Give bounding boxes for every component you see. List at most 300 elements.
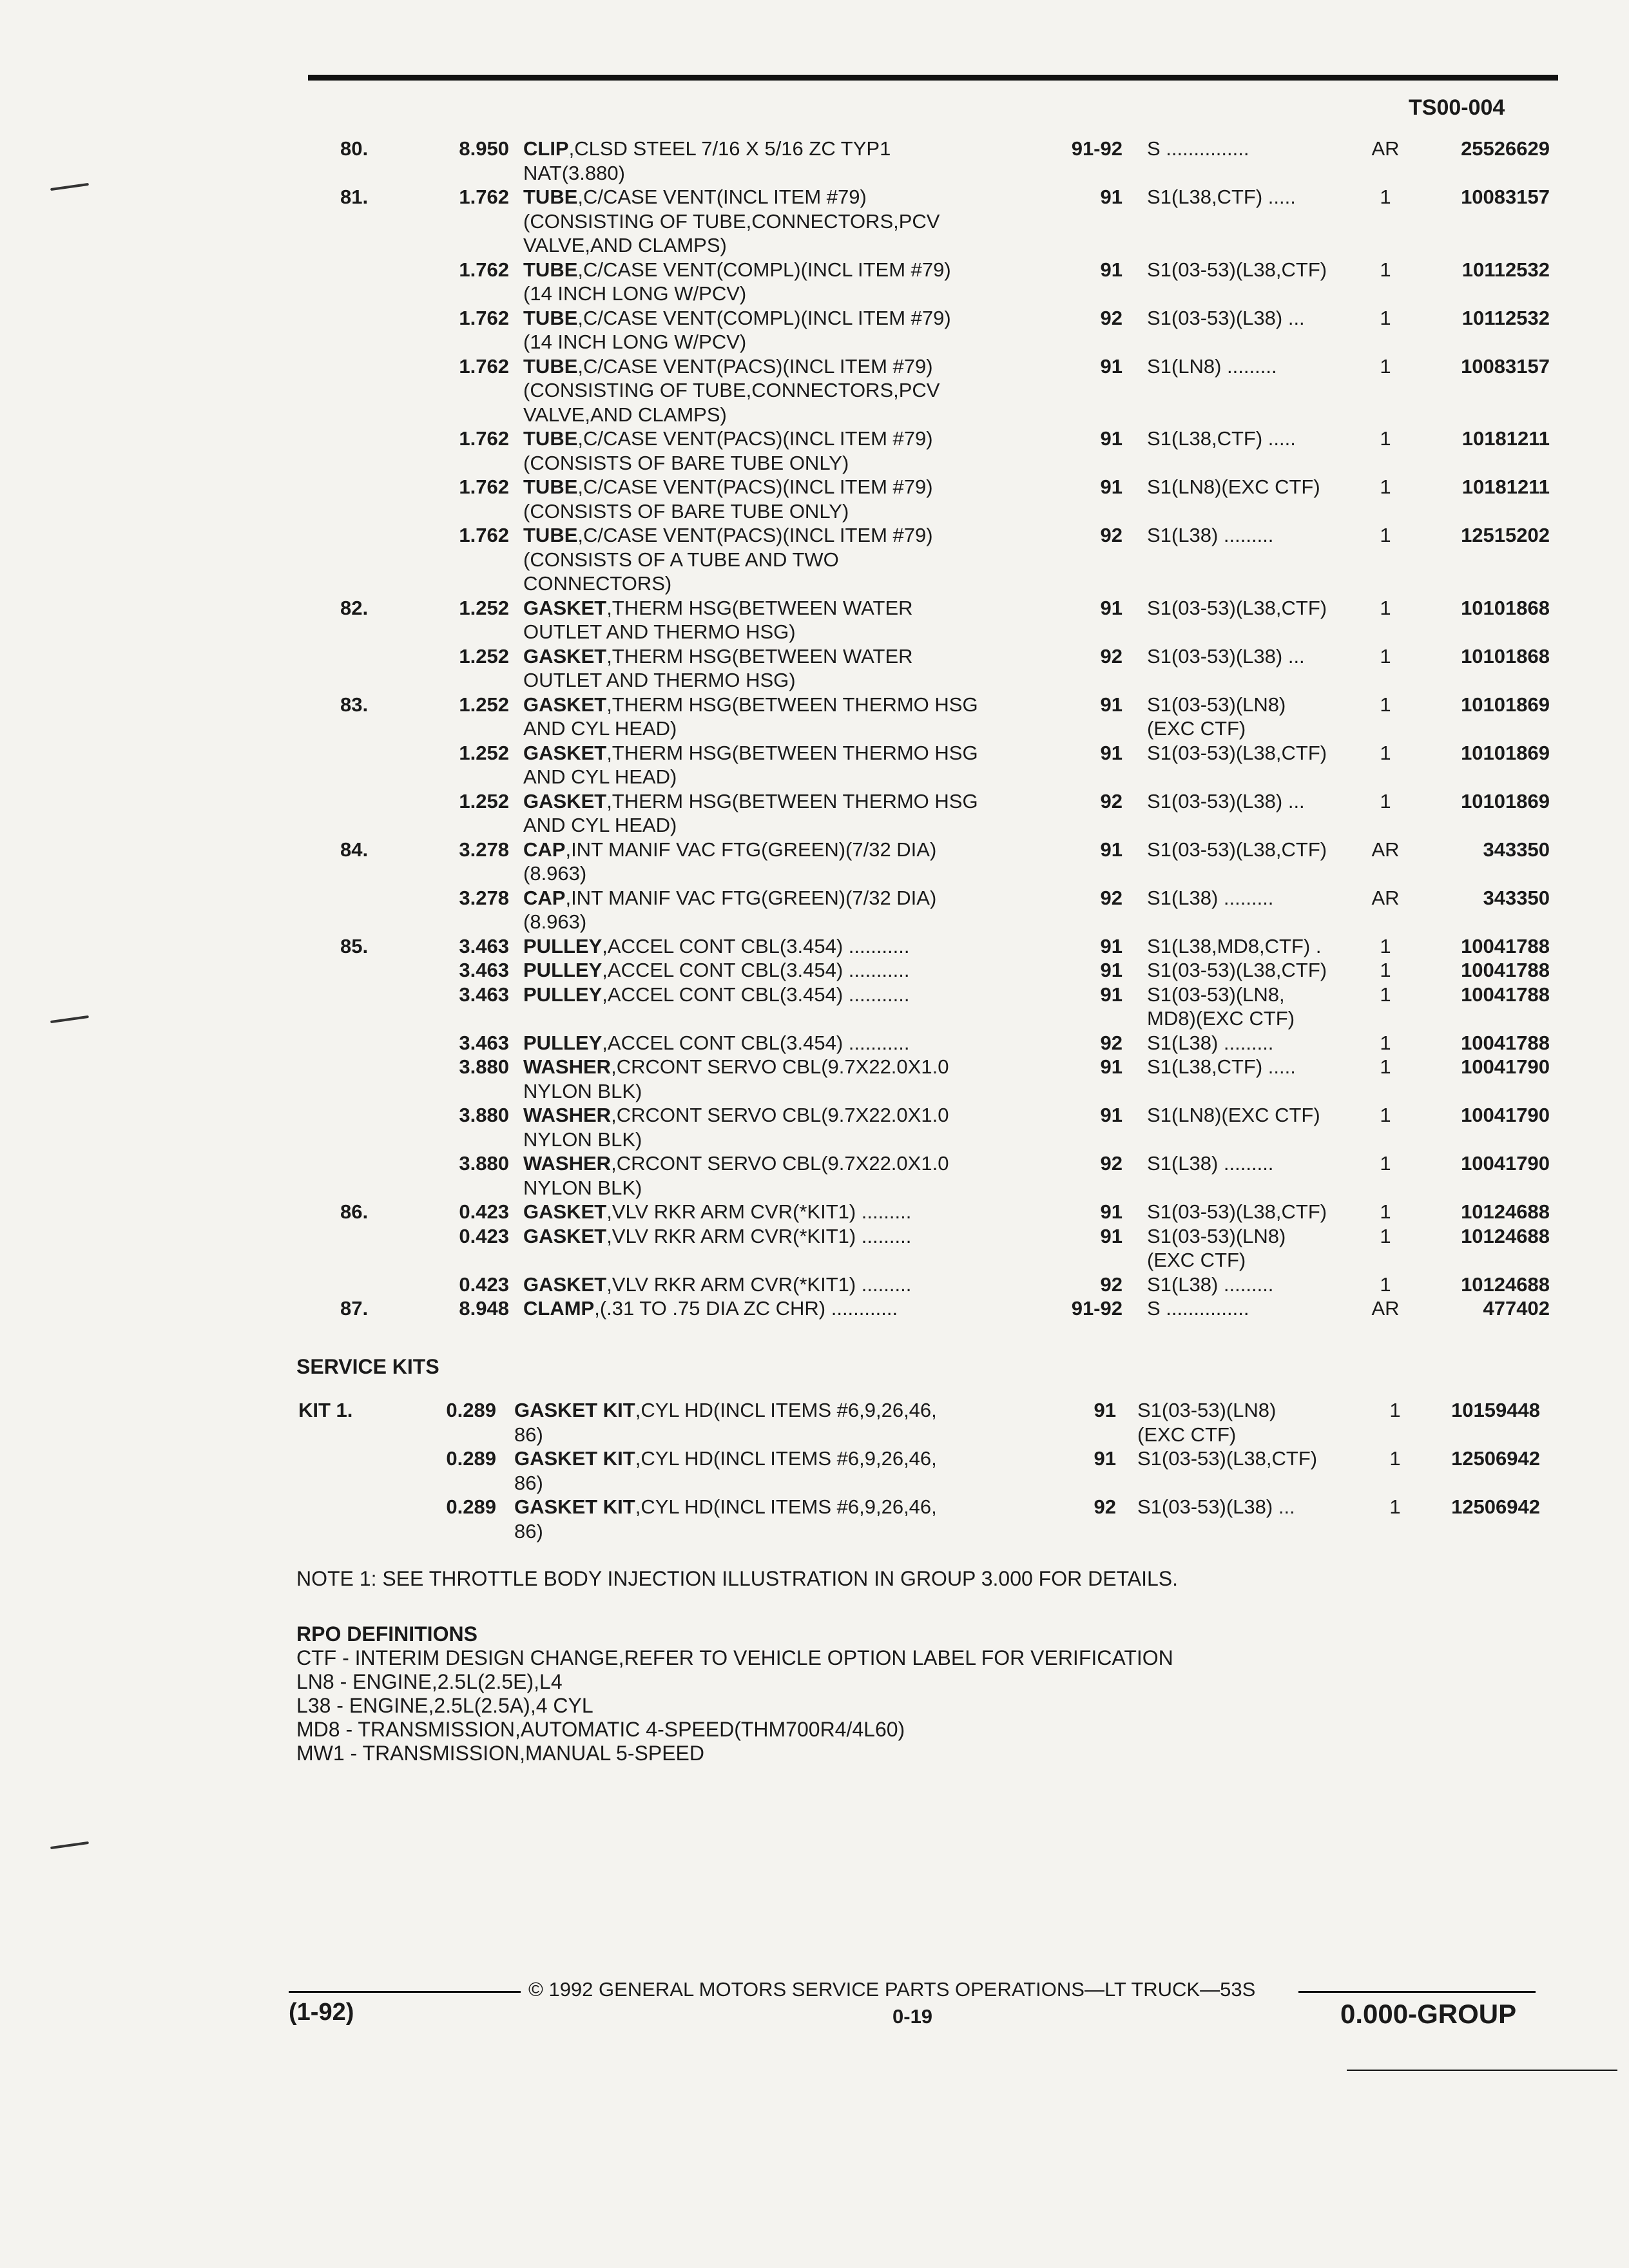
part-row [0,789,1629,813]
description [523,330,746,354]
description [523,813,677,837]
group-number: 3.880 [459,1104,509,1126]
description-text: NYLON BLK) [523,1176,642,1199]
group-number: 0.423 [459,1200,509,1223]
application: S1(03-53)(L38) ... [1147,789,1305,812]
description-text: ,ACCEL CONT CBL(3.454) ........... [602,1031,910,1054]
description [523,572,671,595]
part-number: 10124688 [1461,1273,1550,1296]
part-row [0,1273,1629,1296]
description [523,306,951,330]
quantity: 1 [1380,1273,1391,1296]
part-row [0,741,1629,765]
part-number: 10112532 [1461,258,1550,281]
part-row [0,958,1629,982]
part-row [0,813,1629,837]
application: S1(03-53)(L38) ... [1147,306,1305,329]
quantity: 1 [1380,476,1391,498]
application: S1(03-53)(L38,CTF) [1147,596,1327,619]
group-number: 0.423 [459,1273,509,1296]
quantity: 1 [1389,1447,1401,1470]
footer-copyright: © 1992 GENERAL MOTORS SERVICE PARTS OPERATIONS—LT TRUCK—53S [528,1978,1256,2001]
description-text: 86) [514,1471,543,1494]
document-id: TS00-004 [1409,95,1505,120]
part-row [0,378,1629,402]
part-number: 10181211 [1461,476,1550,498]
service-kits-heading: SERVICE KITS [296,1355,439,1378]
description-text: ,THERM HSG(BETWEEN WATER [606,596,913,619]
description-text: ,C/CASE VENT(COMPL)(INCL ITEM #79) [577,258,951,281]
application: S1(03-53)(LN8) [1137,1399,1277,1421]
quantity: 1 [1380,644,1391,668]
description [523,137,891,160]
description-text: AND CYL HEAD) [523,814,677,836]
description-text: OUTLET AND THERMO HSG) [523,620,796,643]
kit-row [0,1495,1629,1519]
kit-row [0,1423,1629,1446]
description-text: (14 INCH LONG W/PCV) [523,331,747,353]
description [523,1151,949,1175]
part-number: 10041790 [1461,1055,1550,1078]
application: S ............... [1147,1297,1249,1320]
item-number: 84. [340,838,369,861]
description-text: ,THERM HSG(BETWEEN THERMO HSG [606,693,978,716]
model-year: 91 [1100,934,1123,957]
part-name: GASKET [523,1273,607,1296]
part-number: 10041790 [1461,1152,1550,1175]
part-row [0,572,1629,595]
description [523,427,933,450]
description-text: ,ACCEL CONT CBL(3.454) ........... [602,934,910,957]
quantity: AR [1371,886,1400,909]
part-row [0,765,1629,789]
description [523,499,849,523]
application: (EXC CTF) [1147,717,1246,740]
description [523,282,746,305]
application: (EXC CTF) [1147,1249,1246,1271]
part-name: GASKET KIT [514,1399,635,1421]
part-row [0,427,1629,450]
description [514,1446,937,1470]
model-year: 92 [1100,1273,1123,1296]
model-year: 91 [1100,983,1123,1006]
part-row [0,886,1629,910]
model-year: 91 [1100,693,1123,716]
group-number: 3.463 [459,1031,509,1054]
part-name: CAP [523,838,566,861]
description-text: ,THERM HSG(BETWEEN WATER [606,644,913,668]
group-number: 1.252 [459,596,509,619]
description [523,185,867,209]
part-name: CLAMP [523,1297,595,1320]
description-text: AND CYL HEAD) [523,717,677,740]
description [523,861,586,885]
part-row [0,523,1629,547]
application: S1(LN8) ......... [1147,354,1277,378]
part-name: CAP [523,886,566,909]
application: S1(03-53)(LN8) [1147,693,1286,716]
description [514,1398,937,1422]
rpo-definition: LN8 - ENGINE,2.5L(2.5E),L4 [296,1670,563,1693]
part-number: 10101869 [1461,741,1550,764]
quantity: 1 [1380,1031,1391,1054]
description [523,523,933,547]
part-number: 10101868 [1461,644,1550,668]
part-number: 10124688 [1461,1224,1550,1247]
part-name: GASKET KIT [514,1447,635,1470]
part-number: 10181211 [1461,427,1550,450]
part-number: 10041790 [1461,1104,1550,1126]
quantity: 1 [1380,1152,1391,1175]
application: S1(03-53)(L38,CTF) [1137,1447,1318,1470]
description-text: ,INT MANIF VAC FTG(GREEN)(7/32 DIA) [565,838,937,861]
part-number: 10101869 [1461,789,1550,812]
model-year: 92 [1100,1152,1123,1175]
application: S1(L38,CTF) ..... [1147,427,1296,450]
description-text: AND CYL HEAD) [523,765,677,788]
description-text: ,INT MANIF VAC FTG(GREEN)(7/32 DIA) [565,886,937,909]
group-number: 3.463 [459,983,509,1006]
description [523,620,796,644]
part-name: TUBE [523,476,578,498]
description [514,1519,543,1543]
quantity: 1 [1380,934,1391,957]
description [523,1103,949,1127]
application: S1(L38,CTF) ..... [1147,186,1296,208]
item-number: 82. [340,596,369,619]
group-number: 8.948 [459,1297,509,1320]
item-number: 81. [340,186,369,208]
item-number: 86. [340,1200,369,1223]
footer-group: 0.000-GROUP [1340,1999,1517,2029]
part-name: GASKET [523,789,607,812]
description [523,886,936,910]
description [523,693,978,716]
description-text: 86) [514,1519,543,1542]
group-number: 0.423 [459,1224,509,1247]
description [523,451,849,475]
description-text: 86) [514,1423,543,1446]
group-number: 0.289 [446,1399,496,1421]
quantity: AR [1371,137,1400,160]
part-row [0,185,1629,209]
model-year: 91 [1100,959,1123,981]
description-text: (CONSISTS OF BARE TUBE ONLY) [523,499,849,523]
part-name: TUBE [523,427,578,450]
model-year: 91 [1100,1055,1123,1078]
part-name: GASKET [523,1224,607,1247]
part-row [0,499,1629,523]
application: S1(L38) ......... [1147,886,1274,909]
description-text: ,CYL HD(INCL ITEMS #6,9,26,46, [635,1399,937,1421]
part-name: GASKET [523,1200,607,1223]
top-rule [308,75,1558,81]
application: MD8)(EXC CTF) [1147,1007,1295,1030]
model-year: 91 [1094,1447,1116,1470]
part-name: WASHER [523,1055,612,1078]
rpo-definition: MD8 - TRANSMISSION,AUTOMATIC 4-SPEED(THM700R4/4L60) [296,1718,905,1741]
description-text: (8.963) [523,862,587,885]
description [523,596,913,620]
item-number: 83. [340,693,369,716]
kit-row [0,1398,1629,1422]
quantity: 1 [1380,258,1391,281]
model-year: 91 [1100,476,1123,498]
group-number: 0.289 [446,1447,496,1470]
description [523,983,910,1006]
quantity: 1 [1380,186,1391,208]
description-text: ,THERM HSG(BETWEEN THERMO HSG [606,741,978,764]
group-number: 1.252 [459,644,509,668]
part-name: TUBE [523,306,578,329]
description-text: ,CRCONT SERVO CBL(9.7X22.0X1.0 [611,1104,949,1126]
part-name: GASKET KIT [514,1495,635,1518]
item-number: 85. [340,934,369,957]
description-text: (8.963) [523,910,587,933]
application: S ............... [1147,137,1249,160]
part-row [0,1103,1629,1127]
application: S1(03-53)(L38,CTF) [1147,959,1327,981]
part-name: CLIP [523,137,569,160]
part-name: WASHER [523,1152,612,1175]
quantity: 1 [1380,1055,1391,1078]
part-row [0,354,1629,378]
application: S1(L38,MD8,CTF) . [1147,934,1322,957]
part-row [0,209,1629,233]
description-text: ,(.31 TO .75 DIA ZC CHR) ............ [594,1297,898,1320]
description-text: ,C/CASE VENT(PACS)(INCL ITEM #79) [577,524,933,546]
part-row [0,137,1629,160]
group-number: 3.278 [459,886,509,909]
part-row [0,1031,1629,1055]
group-number: 1.762 [459,354,509,378]
description [523,161,625,185]
application: S1(03-53)(L38) ... [1147,644,1305,668]
footer-date: (1-92) [289,1999,354,2026]
application: S1(03-53)(LN8) [1147,1224,1286,1247]
part-row [0,620,1629,644]
part-name: TUBE [523,258,578,281]
part-row [0,161,1629,185]
application: S1(LN8)(EXC CTF) [1147,1104,1320,1126]
part-number: 10101869 [1461,693,1550,716]
part-row [0,644,1629,668]
quantity: 1 [1380,524,1391,546]
part-row [0,1248,1629,1272]
quantity: 1 [1380,789,1391,812]
group-number: 3.880 [459,1055,509,1078]
description-text: OUTLET AND THERMO HSG) [523,669,796,691]
description [523,1055,949,1079]
group-number: 1.762 [459,258,509,281]
quantity: 1 [1380,427,1391,450]
description [523,668,796,692]
quantity: 1 [1380,596,1391,619]
part-number: 10083157 [1461,354,1550,378]
model-year: 91 [1100,741,1123,764]
description [523,838,936,861]
part-number: 10041788 [1461,959,1550,981]
part-row [0,1055,1629,1079]
group-number: 8.950 [459,137,509,160]
part-row [0,838,1629,861]
part-name: TUBE [523,524,578,546]
quantity: 1 [1380,741,1391,764]
description-text: VALVE,AND CLAMPS) [523,234,727,256]
part-number: 12515202 [1461,524,1550,546]
part-row [0,1200,1629,1224]
description-text: ,CRCONT SERVO CBL(9.7X22.0X1.0 [611,1152,949,1175]
group-number: 3.278 [459,838,509,861]
part-number: 10041788 [1461,1031,1550,1054]
description [523,1079,642,1103]
description [523,1273,911,1296]
quantity: AR [1371,838,1400,861]
application: S1(L38) ......... [1147,1273,1274,1296]
application: S1(03-53)(L38,CTF) [1147,741,1327,764]
application: S1(03-53)(L38) ... [1137,1495,1295,1518]
description-text: ,VLV RKR ARM CVR(*KIT1) ......... [606,1200,912,1223]
model-year: 92 [1100,789,1123,812]
model-year: 92 [1100,524,1123,546]
part-row [0,1006,1629,1030]
model-year: 92 [1094,1495,1116,1518]
group-number: 0.289 [446,1495,496,1518]
application: S1(03-53)(L38,CTF) [1147,258,1327,281]
description [523,958,910,982]
description [523,644,913,668]
description [523,910,586,934]
part-number: 10041788 [1461,934,1550,957]
part-row [0,983,1629,1006]
item-number: 87. [340,1297,369,1320]
quantity: 1 [1380,959,1391,981]
description [523,1296,898,1320]
rpo-definition: MW1 - TRANSMISSION,MANUAL 5-SPEED [296,1742,704,1765]
description [523,258,951,282]
part-row [0,693,1629,716]
application: S1(L38) ......... [1147,1152,1274,1175]
part-row [0,548,1629,572]
model-year: 91 [1100,838,1123,861]
margin-mark [50,1841,89,1849]
part-row [0,306,1629,330]
model-year: 91 [1100,1200,1123,1223]
description [523,209,940,233]
part-row [0,233,1629,257]
description-text: ,VLV RKR ARM CVR(*KIT1) ......... [606,1273,912,1296]
description-text: ,C/CASE VENT(PACS)(INCL ITEM #79) [577,476,933,498]
rpo-definition: L38 - ENGINE,2.5L(2.5A),4 CYL [296,1694,593,1717]
group-number: 1.252 [459,741,509,764]
description [523,233,727,257]
description [523,741,978,765]
description-text: ,C/CASE VENT(PACS)(INCL ITEM #79) [577,354,933,378]
description [523,1031,910,1055]
description [523,765,677,789]
kit-row [0,1519,1629,1543]
group-number: 1.252 [459,789,509,812]
description-text: VALVE,AND CLAMPS) [523,403,727,426]
part-name: TUBE [523,186,578,208]
part-row [0,1128,1629,1151]
part-number: 10159448 [1451,1399,1540,1421]
part-number: 12506942 [1451,1447,1540,1470]
part-number: 25526629 [1461,137,1550,160]
description [523,1200,911,1224]
description-text: (CONSISTS OF A TUBE AND TWO [523,548,839,571]
description [523,475,933,499]
description-text: CONNECTORS) [523,572,672,595]
part-number: 10041788 [1461,983,1550,1006]
part-number: 10083157 [1461,186,1550,208]
description-text: ,C/CASE VENT(PACS)(INCL ITEM #79) [577,427,933,450]
model-year: 91 [1100,596,1123,619]
rpo-heading: RPO DEFINITIONS [296,1622,477,1646]
application: S1(LN8)(EXC CTF) [1147,476,1320,498]
description [523,378,940,402]
kit-row [0,1446,1629,1470]
quantity: 1 [1380,693,1391,716]
quantity: 1 [1389,1399,1401,1421]
part-row [0,910,1629,934]
description-text: ,ACCEL CONT CBL(3.454) ........... [602,983,910,1006]
application: (EXC CTF) [1137,1423,1237,1446]
description [523,934,910,958]
part-name: TUBE [523,354,578,378]
quantity: 1 [1380,1200,1391,1223]
description-text: ,C/CASE VENT(INCL ITEM #79) [577,186,867,208]
model-year: 91 [1100,186,1123,208]
description-text: NYLON BLK) [523,1079,642,1102]
group-number: 3.463 [459,959,509,981]
description-text: NYLON BLK) [523,1128,642,1151]
quantity: 1 [1389,1495,1401,1518]
item-number: 80. [340,137,369,160]
part-name: GASKET [523,644,607,668]
description [514,1471,543,1495]
part-row [0,282,1629,305]
part-name: GASKET [523,596,607,619]
description [523,789,978,813]
part-row [0,451,1629,475]
part-row [0,330,1629,354]
footer-rule-bottom [1347,2070,1617,2071]
application: S1(03-53)(L38,CTF) [1147,1200,1327,1223]
footer-rule-left [289,1991,521,1993]
description-text: ,VLV RKR ARM CVR(*KIT1) ......... [606,1224,912,1247]
quantity: 1 [1380,983,1391,1006]
rpo-definition: CTF - INTERIM DESIGN CHANGE,REFER TO VEHICLE OPTION LABEL FOR VERIFICATION [296,1646,1173,1669]
page-number: 0-19 [892,2005,933,2028]
part-name: PULLEY [523,1031,602,1054]
part-number: 10101868 [1461,596,1550,619]
description-text: ,ACCEL CONT CBL(3.454) ........... [602,959,910,981]
description-text: (CONSISTS OF BARE TUBE ONLY) [523,451,849,474]
description [514,1423,543,1446]
description [523,1224,911,1248]
model-year: 91 [1100,1104,1123,1126]
part-row [0,1079,1629,1103]
part-row [0,475,1629,499]
note-text: NOTE 1: SEE THROTTLE BODY INJECTION ILLUSTRATION IN GROUP 3.000 FOR DETAILS. [296,1567,1178,1590]
part-name: WASHER [523,1104,612,1126]
model-year: 91 [1100,258,1123,281]
model-year: 92 [1100,1031,1123,1054]
part-row [0,861,1629,885]
part-row [0,1176,1629,1200]
group-number: 1.252 [459,693,509,716]
